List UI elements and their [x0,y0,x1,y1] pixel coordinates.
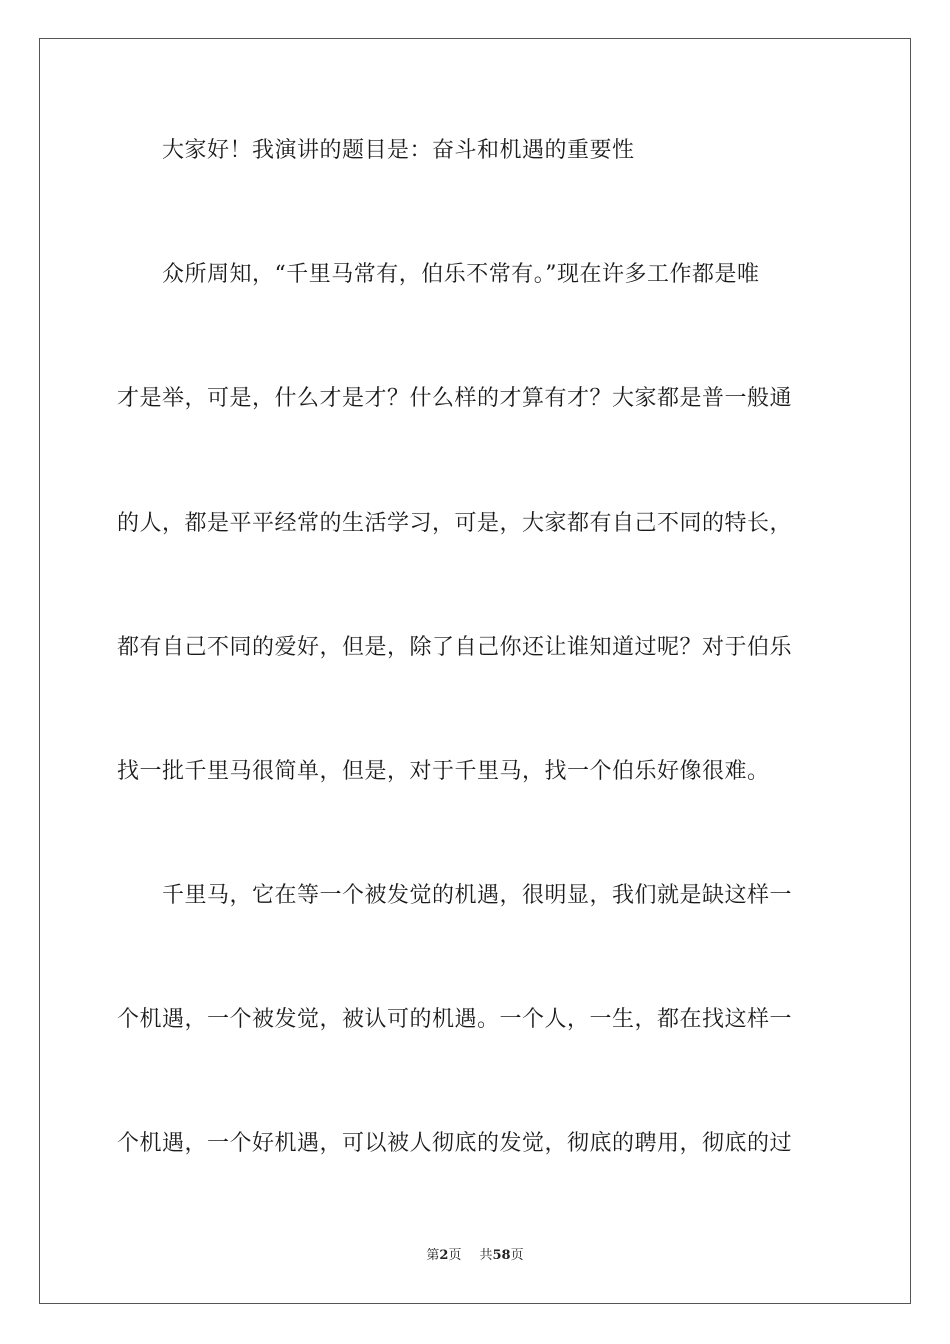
text-line-8: 个机遇，一个被发觉，被认可的机遇。一个人，一生，都在找这样一 [117,1007,793,1032]
text-line-5: 都有自己不同的爱好，但是，除了自己你还让谁知道过呢？对于伯乐 [117,635,793,660]
text-line-6: 找一批千里马很简单，但是，对于千里马，找一个伯乐好像很难。 [117,759,770,784]
footer-total-suffix: 页 [510,1248,524,1263]
page-footer [0,1248,950,1264]
text-line-1: 大家好！我演讲的题目是：奋斗和机遇的重要性 [162,138,635,163]
footer-page-prefix: 第 [426,1248,440,1263]
text-line-9: 个机遇，一个好机遇，可以被人彻底的发觉，彻底的聘用，彻底的过 [117,1131,793,1156]
footer-total-prefix: 共 [479,1248,493,1263]
footer-total-pages: 58 [492,1248,511,1263]
text-line-3: 才是举，可是，什么才是才？什么样的才算有才？大家都是普一般通 [117,386,793,411]
text-line-4: 的人，都是平平经常的生活学习，可是，大家都有自己不同的特长， [117,511,793,536]
page-border [39,38,911,1304]
footer-page-number: 2 [439,1248,449,1263]
footer-page-suffix: 页 [448,1248,462,1263]
text-line-7: 千里马，它在等一个被发觉的机遇，很明显，我们就是缺这样一 [162,883,793,908]
text-line-2: 众所周知，“千里马常有，伯乐不常有。”现在许多工作都是唯 [162,262,760,287]
